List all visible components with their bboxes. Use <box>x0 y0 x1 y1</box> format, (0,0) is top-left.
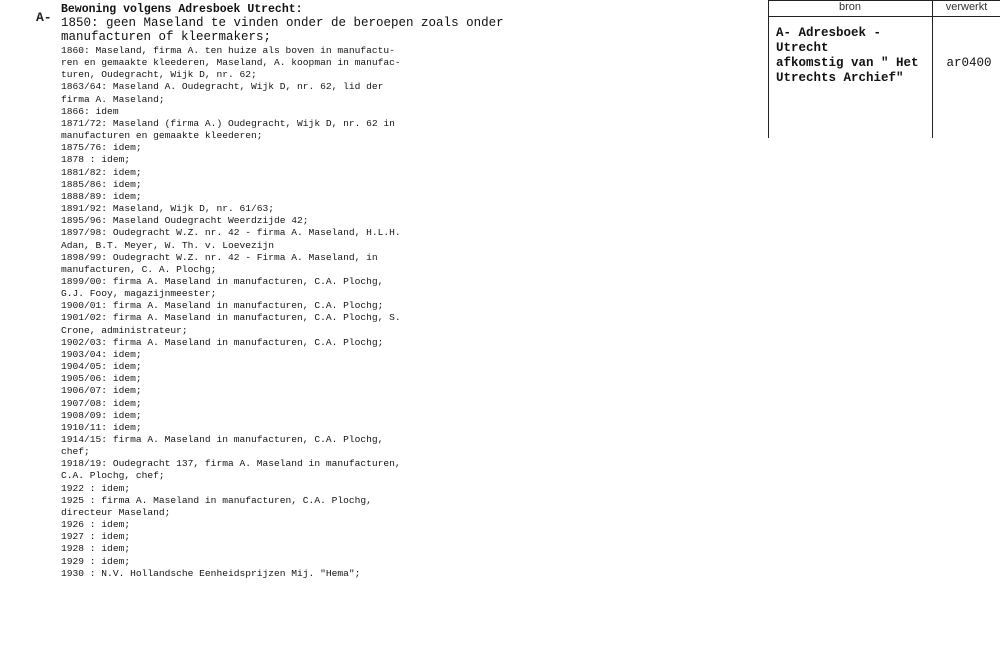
entry-line: manufacturen en gemaakte kleederen; <box>61 130 263 142</box>
entry-line: 1871/72: Maseland (firma A.) Oudegracht, Wijk D, nr. 62 in <box>61 117 395 129</box>
entry-line: manufacturen, C. A. Plochg; <box>61 263 217 275</box>
entry-line: Adan, B.T. Meyer, W. Th. v. Loevezijn <box>61 239 275 251</box>
bron-line: Utrechts Archief" <box>776 71 904 85</box>
bron-line: A- Adresboek - Utrecht <box>776 26 882 55</box>
entry-line: 1926 : idem; <box>61 519 131 531</box>
entry-line: 1918/19: Oudegracht 137, firma A. Maseland in manufacturen, <box>61 458 401 470</box>
entry-line: 1930 : N.V. Hollandsche Eenheidsprijzen Mij. "Hema"; <box>61 567 361 579</box>
entry-line: 1891/92: Maseland, Wijk D, nr. 61/63; <box>61 203 275 215</box>
intro-line: manufacturen of kleermakers; <box>61 30 272 44</box>
entry-line: firma A. Maseland; <box>61 93 165 105</box>
entry-line: 1907/08: idem; <box>61 397 142 409</box>
entry-line: 1863/64: Maseland A. Oudegracht, Wijk D, nr. 62, lid der <box>61 81 384 93</box>
entry-line: 1885/86: idem; <box>61 178 142 190</box>
intro-line: 1850: geen Maseland te vinden onder de beroepen zoals onder <box>61 16 504 30</box>
entry-line: 1888/89: idem; <box>61 190 142 202</box>
entry-line: 1906/07: idem; <box>61 385 142 397</box>
entry-line: chef; <box>61 446 90 458</box>
entry-line: 1881/82: idem; <box>61 166 142 178</box>
entry-list <box>61 45 761 580</box>
entry-line: 1878 : idem; <box>61 154 131 166</box>
reference-table <box>768 0 1000 138</box>
entry-line: 1902/03: firma A. Maseland in manufacturen, C.A. Plochg; <box>61 336 384 348</box>
entry-line: 1875/76: idem; <box>61 142 142 154</box>
bron-header: bron <box>838 1 862 13</box>
entry-line: 1898/99: Oudegracht W.Z. nr. 42 - Firma A. Maseland, in <box>61 251 378 263</box>
entry-line: 1929 : idem; <box>61 555 131 567</box>
entry-line: 1905/06: idem; <box>61 373 142 385</box>
entry-line: 1897/98: Oudegracht W.Z. nr. 42 - firma A. Maseland, H.L.H. <box>61 227 401 239</box>
entry-line: G.J. Fooy, magazijnmeester; <box>61 288 217 300</box>
document-body <box>61 3 761 580</box>
entry-line: 1900/01: firma A. Maseland in manufacturen, C.A. Plochg; <box>61 300 384 312</box>
entry-line: ren en gemaakte kleederen, Maseland, A. koopman in manufac- <box>61 57 401 69</box>
entry-line: 1860: Maseland, firma A. ten huize als boven in manufactu- <box>61 45 395 56</box>
entry-line: 1922 : idem; <box>61 482 131 494</box>
table-border-left <box>768 0 769 138</box>
table-header-divider <box>768 16 1000 17</box>
entry-line: 1927 : idem; <box>61 531 131 543</box>
entry-line: 1910/11: idem; <box>61 421 142 433</box>
document-title: Bewoning volgens Adresboek Utrecht: <box>61 3 303 16</box>
bron-line: afkomstig van " Het <box>776 56 919 70</box>
entry-line: turen, Oudegracht, Wijk D, nr. 62; <box>61 69 257 81</box>
bron-cell <box>776 26 940 86</box>
entry-line: 1928 : idem; <box>61 543 131 555</box>
section-marker: A- <box>36 10 52 25</box>
entry-line: directeur Maseland; <box>61 506 171 518</box>
verwerkt-cell: ar0400 <box>946 56 992 70</box>
entry-line: 1925 : firma A. Maseland in manufacturen, C.A. Plochg, <box>61 494 372 506</box>
entry-line: Crone, administrateur; <box>61 324 188 336</box>
entry-line: 1914/15: firma A. Maseland in manufacturen, C.A. Plochg, <box>61 434 384 445</box>
entry-line: 1904/05: idem; <box>61 361 142 373</box>
entry-line: 1895/96: Maseland Oudegracht Weerdzijde 42; <box>61 215 309 227</box>
verwerkt-header: verwerkt <box>945 1 988 13</box>
entry-line: 1866: idem <box>61 105 119 117</box>
entry-line: 1899/00: firma A. Maseland in manufacturen, C.A. Plochg, <box>61 275 384 287</box>
entry-line: C.A. Plochg, chef; <box>61 470 165 482</box>
entry-line: 1901/02: firma A. Maseland in manufacturen, C.A. Plochg, S. <box>61 312 401 324</box>
entry-line: 1903/04: idem; <box>61 348 142 360</box>
entry-line: 1908/09: idem; <box>61 409 142 421</box>
